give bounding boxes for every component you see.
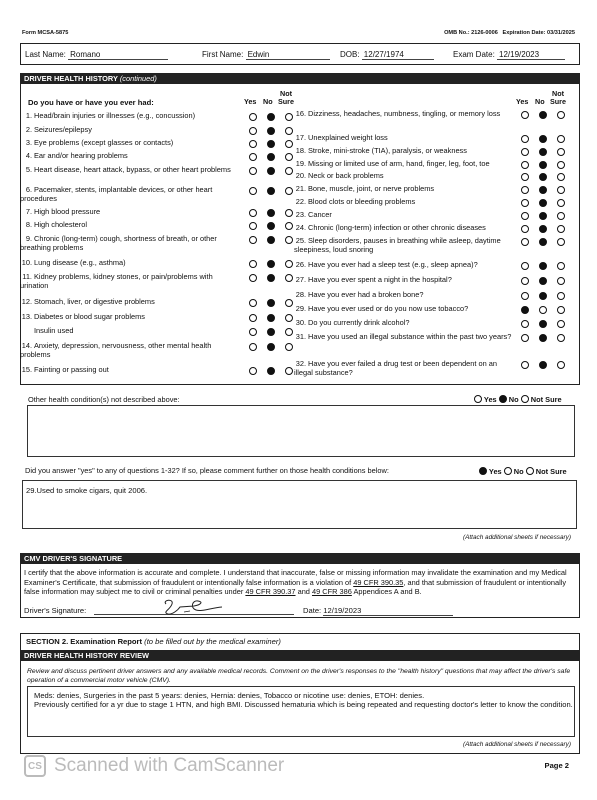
left-q4-no-radio[interactable] [267, 153, 275, 161]
right-q13-not-sure-radio[interactable] [557, 292, 565, 300]
right-q12-no-radio[interactable] [539, 277, 547, 285]
omb-number: OMB No.: 2126-0006 [444, 30, 498, 36]
question-number: 23. [295, 210, 306, 219]
driver-signature-image [160, 596, 230, 618]
question-number: 18. [295, 146, 306, 155]
question-text: Sleep disorders, pauses in breathing while asleep, daytime sleepiness, loud snoring [294, 236, 501, 254]
right-q5-no-radio[interactable] [539, 173, 547, 181]
left-q2-no-radio[interactable] [267, 127, 275, 135]
health-history-title [20, 73, 580, 84]
left-q3-not-sure-radio[interactable] [285, 140, 293, 148]
review-instructions: Review and discuss pertinent driver answers and any available medical records. Comment on the driver's responses to the "health history" questions that may affect the driver's safe operation of a commercial motor vehicle (CMV). [27, 668, 571, 684]
left-question-14 [20, 327, 238, 336]
left-question-12 [20, 298, 238, 307]
right-q1-not-sure-radio[interactable] [557, 111, 565, 119]
right-question-16 [294, 333, 516, 342]
right-q16-no-radio[interactable] [539, 334, 547, 342]
question-text: Fainting or passing out [34, 365, 109, 374]
left-q6-yes-radio[interactable] [249, 187, 257, 195]
right-q3-not-sure-radio[interactable] [557, 148, 565, 156]
comment-yes-radio[interactable] [479, 467, 487, 475]
other-not-sure-radio[interactable] [521, 395, 529, 403]
right-q13-yes-radio[interactable] [521, 292, 529, 300]
question-number: 28. [295, 290, 306, 299]
left-q10-no-radio[interactable] [267, 260, 275, 268]
question-text: Neck or back problems [308, 171, 384, 180]
right-question-14 [294, 305, 516, 314]
right-q5-yes-radio[interactable] [521, 173, 529, 181]
left-q3-no-radio[interactable] [267, 140, 275, 148]
question-number: 8. [25, 220, 32, 229]
left-q9-no-radio[interactable] [267, 236, 275, 244]
other-yes-label: Yes [483, 395, 497, 404]
question-text: Stomach, liver, or digestive problems [34, 297, 155, 306]
other-no-radio[interactable] [499, 395, 507, 403]
attach-note-2: (Attach additional sheets if necessary) [463, 741, 571, 748]
left-question-15 [20, 342, 238, 359]
question-number: 13. [21, 312, 32, 321]
question-text: Unexplained weight loss [308, 133, 388, 142]
right-col-yes: Yes [516, 97, 529, 106]
certification-text [24, 568, 576, 597]
question-text: Chronic (long-term) infection or other chronic diseases [308, 223, 486, 232]
right-q6-not-sure-radio[interactable] [557, 186, 565, 194]
right-q3-yes-radio[interactable] [521, 148, 529, 156]
review-comments [34, 691, 574, 710]
question-text: Have you ever spent a night in the hospital? [308, 275, 452, 284]
history-title-text: DRIVER HEALTH HISTORY [24, 74, 118, 83]
signature-title: CMV DRIVER'S SIGNATURE [20, 553, 580, 564]
cfr-390-37: 49 CFR 390.37 [245, 587, 296, 597]
question-text: Have you ever used or do you now use tobacco? [308, 304, 469, 313]
left-q10-not-sure-radio[interactable] [285, 260, 293, 268]
question-text: Insulin used [34, 326, 74, 335]
right-question-3 [294, 147, 516, 156]
right-q1-no-radio[interactable] [539, 111, 547, 119]
question-number: 5. [25, 165, 32, 174]
right-q9-yes-radio[interactable] [521, 225, 529, 233]
right-question-15 [294, 319, 516, 328]
dob-label: DOB: [340, 50, 360, 59]
left-q4-yes-radio[interactable] [249, 153, 257, 161]
right-q2-not-sure-radio[interactable] [557, 135, 565, 143]
right-q12-not-sure-radio[interactable] [557, 277, 565, 285]
meds-line-1: Meds: denies, Surgeries in the past 5 years: denies, Hernia: denies, Tobacco or nicotine use: denies, ETOH: denies. [34, 691, 425, 700]
left-q6-no-radio[interactable] [267, 187, 275, 195]
left-q9-yes-radio[interactable] [249, 236, 257, 244]
right-q1-yes-radio[interactable] [521, 111, 529, 119]
left-q7-yes-radio[interactable] [249, 209, 257, 217]
right-question-17 [294, 360, 516, 377]
other-no-label: No [508, 395, 519, 404]
left-q8-yes-radio[interactable] [249, 222, 257, 230]
signature-date-label: Date: [303, 606, 322, 615]
comment-no-radio[interactable] [504, 467, 512, 475]
left-q12-no-radio[interactable] [267, 299, 275, 307]
left-q13-not-sure-radio[interactable] [285, 314, 293, 322]
question-number: 1. [25, 111, 32, 120]
right-q14-no-radio[interactable] [539, 306, 547, 314]
dob-field [340, 50, 434, 60]
left-question-3 [20, 139, 238, 148]
left-q11-yes-radio[interactable] [249, 274, 257, 282]
question-text: Have you ever failed a drug test or been dependent on an illegal substance? [294, 359, 498, 377]
question-text: Have you ever had a sleep test (e.g., sleep apnea)? [308, 260, 478, 269]
comment-not-sure-radio[interactable] [526, 467, 534, 475]
left-question-11 [20, 273, 238, 290]
question-number: 12. [21, 297, 32, 306]
question-text: Dizziness, headaches, numbness, tingling, or memory loss [308, 109, 501, 118]
left-q16-yes-radio[interactable] [249, 367, 257, 375]
other-conditions-label: Other health condition(s) not described above: [28, 395, 180, 404]
left-q5-not-sure-radio[interactable] [285, 167, 293, 175]
question-number: 6. [25, 185, 32, 194]
question-text: Stroke, mini-stroke (TIA), paralysis, or weakness [308, 146, 467, 155]
right-q17-yes-radio[interactable] [521, 361, 529, 369]
question-text: High cholesterol [34, 220, 87, 229]
certify-part-4: Appendices A and B. [351, 587, 422, 597]
exam-date-input[interactable]: 12/19/2023 [497, 50, 565, 60]
right-q16-not-sure-radio[interactable] [557, 334, 565, 342]
expiration-date: Expiration Date: 03/31/2025 [502, 30, 575, 36]
left-q1-yes-radio[interactable] [249, 113, 257, 121]
right-q15-no-radio[interactable] [539, 320, 547, 328]
left-q13-yes-radio[interactable] [249, 314, 257, 322]
first-name-input[interactable]: Edwin [246, 50, 330, 60]
right-question-13 [294, 291, 516, 300]
question-number: 29. [295, 304, 306, 313]
left-q9-not-sure-radio[interactable] [285, 236, 293, 244]
right-q17-not-sure-radio[interactable] [557, 361, 565, 369]
question-text: Have you used an illegal substance within the past two years? [308, 332, 512, 341]
left-q12-yes-radio[interactable] [249, 299, 257, 307]
left-question-7 [20, 208, 238, 217]
left-question-16 [20, 366, 238, 375]
left-q14-no-radio[interactable] [267, 328, 275, 336]
comment-no-label: No [513, 467, 524, 476]
right-q4-no-radio[interactable] [539, 161, 547, 169]
left-col-yes: Yes [244, 97, 257, 106]
question-text: Chronic (long-term) cough, shortness of breath, or other breathing problems [20, 234, 217, 252]
form-id: Form MCSA-5875 [22, 30, 69, 36]
meds-line-2: Previously certified for a yr due to stage 1 HTN, and high BMI. Discussed hematuria which is being repeated and requesting doctor's letter to know the condition. [34, 700, 573, 710]
right-q13-no-radio[interactable] [539, 292, 547, 300]
right-col-not-sure: Not Sure [550, 89, 566, 106]
right-question-10 [294, 237, 516, 254]
last-name-label: Last Name: [25, 50, 66, 59]
right-q16-yes-radio[interactable] [521, 334, 529, 342]
question-number: 3. [25, 138, 32, 147]
right-q11-no-radio[interactable] [539, 262, 547, 270]
right-q4-not-sure-radio[interactable] [557, 161, 565, 169]
left-col-not-sure: Not Sure [278, 89, 294, 106]
question-number: 4. [25, 151, 32, 160]
right-q8-no-radio[interactable] [539, 212, 547, 220]
question-number: 7. [25, 207, 32, 216]
question-text: Do you currently drink alcohol? [308, 318, 410, 327]
left-question-10 [20, 259, 238, 268]
question-number: 24. [295, 223, 306, 232]
exam-date-field [453, 50, 565, 60]
left-q1-not-sure-radio[interactable] [285, 113, 293, 121]
left-q15-no-radio[interactable] [267, 343, 275, 351]
right-question-2 [294, 134, 516, 143]
left-question-8 [20, 221, 238, 230]
right-q3-no-radio[interactable] [539, 148, 547, 156]
left-q15-not-sure-radio[interactable] [285, 343, 293, 351]
question-text: Have you ever had a broken bone? [308, 290, 424, 299]
right-question-12 [294, 276, 516, 285]
driver-signature-label: Driver's Signature: [24, 606, 87, 615]
right-q9-no-radio[interactable] [539, 225, 547, 233]
left-q16-no-radio[interactable] [267, 367, 275, 375]
right-q9-not-sure-radio[interactable] [557, 225, 565, 233]
left-q12-not-sure-radio[interactable] [285, 299, 293, 307]
question-text: Cancer [308, 210, 332, 219]
left-question-5 [20, 166, 238, 175]
signature-date-field [303, 606, 453, 616]
question-number: 27. [295, 275, 306, 284]
attach-note-1: (Attach additional sheets if necessary) [463, 534, 571, 541]
right-q8-yes-radio[interactable] [521, 212, 529, 220]
left-q11-no-radio[interactable] [267, 274, 275, 282]
certify-part-3: and [295, 587, 312, 597]
right-question-1 [294, 110, 516, 119]
question-text: High blood pressure [34, 207, 101, 216]
right-question-11 [294, 261, 516, 270]
question-number: 25. [295, 236, 306, 245]
first-name-field [202, 50, 330, 60]
comment-textarea[interactable]: 29.Used to smoke cigars, quit 2006. [22, 480, 577, 529]
question-text: Heart disease, heart attack, bypass, or other heart problems [34, 165, 231, 174]
question-heading: Do you have or have you ever had: [28, 98, 154, 107]
right-q7-no-radio[interactable] [539, 199, 547, 207]
question-text: Eye problems (except glasses or contacts) [34, 138, 174, 147]
question-text: Missing or limited use of arm, hand, finger, leg, foot, toe [308, 159, 490, 168]
certify-part-2: , and that submission of fraudulent or intentionally false information may subject me to civil or criminal penalties under [24, 577, 567, 597]
comment-prompt: Did you answer "yes" to any of questions 1-32? If so, please comment further on those health conditions below: [25, 466, 389, 475]
right-q2-no-radio[interactable] [539, 135, 547, 143]
right-q17-no-radio[interactable] [539, 361, 547, 369]
left-q15-yes-radio[interactable] [249, 343, 257, 351]
left-q8-no-radio[interactable] [267, 222, 275, 230]
question-number: 9. [25, 234, 32, 243]
left-q2-yes-radio[interactable] [249, 127, 257, 135]
right-q6-no-radio[interactable] [539, 186, 547, 194]
question-text: Head/brain injuries or illnesses (e.g., concussion) [34, 111, 196, 120]
question-text: Anxiety, depression, nervousness, other mental health problems [20, 341, 212, 359]
cfr-390-35: 49 CFR 390.35 [353, 577, 404, 587]
camscanner-text: Scanned with CamScanner [54, 755, 285, 776]
section-2-suffix: (to be filled out by the medical examiner) [144, 637, 281, 646]
question-text: Seizures/epilepsy [34, 125, 92, 134]
left-question-4 [20, 152, 238, 161]
question-text: Ear and/or hearing problems [34, 151, 128, 160]
right-q10-no-radio[interactable] [539, 238, 547, 246]
left-q11-not-sure-radio[interactable] [285, 274, 293, 282]
right-q15-yes-radio[interactable] [521, 320, 529, 328]
right-q5-not-sure-radio[interactable] [557, 173, 565, 181]
comment-answer-options [479, 466, 567, 476]
camscanner-logo-icon: CS [24, 755, 46, 777]
question-number: 22. [295, 197, 306, 206]
question-number: 31. [295, 332, 306, 341]
left-q4-not-sure-radio[interactable] [285, 153, 293, 161]
question-text: Kidney problems, kidney stones, or pain/problems with urination [20, 272, 213, 290]
left-q7-no-radio[interactable] [267, 209, 275, 217]
dob-input[interactable]: 12/27/1974 [362, 50, 434, 60]
question-number: 10. [21, 258, 32, 267]
right-q7-not-sure-radio[interactable] [557, 199, 565, 207]
comment-not-sure-label: Not Sure [535, 467, 567, 476]
right-q11-not-sure-radio[interactable] [557, 262, 565, 270]
identity-row [20, 43, 580, 65]
left-q14-yes-radio[interactable] [249, 328, 257, 336]
question-number: 14. [21, 341, 32, 350]
right-question-4 [294, 160, 516, 169]
last-name-input[interactable]: Romano [68, 50, 168, 60]
left-col-no: No [263, 97, 273, 106]
right-q4-yes-radio[interactable] [521, 161, 529, 169]
question-number: 20. [295, 171, 306, 180]
last-name-field [25, 50, 168, 60]
section-2-title: SECTION 2. Examination Report [26, 637, 143, 646]
question-number: 26. [295, 260, 306, 269]
left-question-2 [20, 126, 238, 135]
left-q14-not-sure-radio[interactable] [285, 328, 293, 336]
comment-yes-label: Yes [488, 467, 502, 476]
question-number: 30. [295, 318, 306, 327]
right-q10-yes-radio[interactable] [521, 238, 529, 246]
right-q12-yes-radio[interactable] [521, 277, 529, 285]
question-text: Diabetes or blood sugar problems [34, 312, 145, 321]
right-q15-not-sure-radio[interactable] [557, 320, 565, 328]
question-number: 2. [25, 125, 32, 134]
left-q5-no-radio[interactable] [267, 167, 275, 175]
other-conditions-textarea[interactable] [27, 405, 575, 457]
question-number: 17. [295, 133, 306, 142]
question-number: 32. [295, 359, 306, 368]
left-question-9 [20, 235, 238, 252]
left-q5-yes-radio[interactable] [249, 167, 257, 175]
question-number: 15. [21, 365, 32, 374]
right-question-6 [294, 185, 516, 194]
right-q6-yes-radio[interactable] [521, 186, 529, 194]
left-q6-not-sure-radio[interactable] [285, 187, 293, 195]
right-question-8 [294, 211, 516, 220]
right-q11-yes-radio[interactable] [521, 262, 529, 270]
other-not-sure-label: Not Sure [530, 395, 562, 404]
cfr-386: 49 CFR 386 [311, 587, 352, 597]
left-q2-not-sure-radio[interactable] [285, 127, 293, 135]
question-text: Lung disease (e.g., asthma) [34, 258, 126, 267]
signature-date-value[interactable]: 12/19/2023 [323, 606, 453, 616]
right-question-9 [294, 224, 516, 233]
question-text: Pacemaker, stents, implantable devices, or other heart procedures [20, 185, 213, 203]
certify-part-1: I certify that the above information is accurate and complete. I understand that inaccurate, false or missing information may invalidate the examination and my Medical Examiner's Certificate, that submission of fraudulent or intentionally false information is a violation of [24, 568, 567, 587]
left-q16-not-sure-radio[interactable] [285, 367, 293, 375]
left-q8-not-sure-radio[interactable] [285, 222, 293, 230]
other-conditions-options [474, 394, 562, 404]
left-q13-no-radio[interactable] [267, 314, 275, 322]
exam-date-label: Exam Date: [453, 50, 495, 59]
right-col-no: No [535, 97, 545, 106]
question-number: 21. [295, 184, 306, 193]
question-text: Blood clots or bleeding problems [308, 197, 416, 206]
left-q1-no-radio[interactable] [267, 113, 275, 121]
left-q10-yes-radio[interactable] [249, 260, 257, 268]
omb-expiration [444, 30, 575, 36]
left-q7-not-sure-radio[interactable] [285, 209, 293, 217]
left-question-13 [20, 313, 238, 322]
history-title-suffix: (continued) [119, 74, 157, 83]
right-question-5 [294, 172, 516, 181]
right-q2-yes-radio[interactable] [521, 135, 529, 143]
right-q14-yes-radio[interactable] [521, 306, 529, 314]
question-number: 16. [295, 109, 306, 118]
first-name-label: First Name: [202, 50, 244, 59]
other-yes-radio[interactable] [474, 395, 482, 403]
question-number: 11. [22, 272, 32, 281]
right-q8-not-sure-radio[interactable] [557, 212, 565, 220]
right-q14-not-sure-radio[interactable] [557, 306, 565, 314]
right-q10-not-sure-radio[interactable] [557, 238, 565, 246]
question-text: Bone, muscle, joint, or nerve problems [308, 184, 435, 193]
question-number: 19. [295, 159, 306, 168]
left-question-1 [20, 112, 238, 121]
page-number: Page 2 [544, 761, 569, 770]
right-question-7 [294, 198, 516, 207]
left-question-6 [20, 186, 238, 203]
right-q7-yes-radio[interactable] [521, 199, 529, 207]
review-title: DRIVER HEALTH HISTORY REVIEW [20, 650, 580, 661]
camscanner-watermark [24, 755, 284, 777]
left-q3-yes-radio[interactable] [249, 140, 257, 148]
